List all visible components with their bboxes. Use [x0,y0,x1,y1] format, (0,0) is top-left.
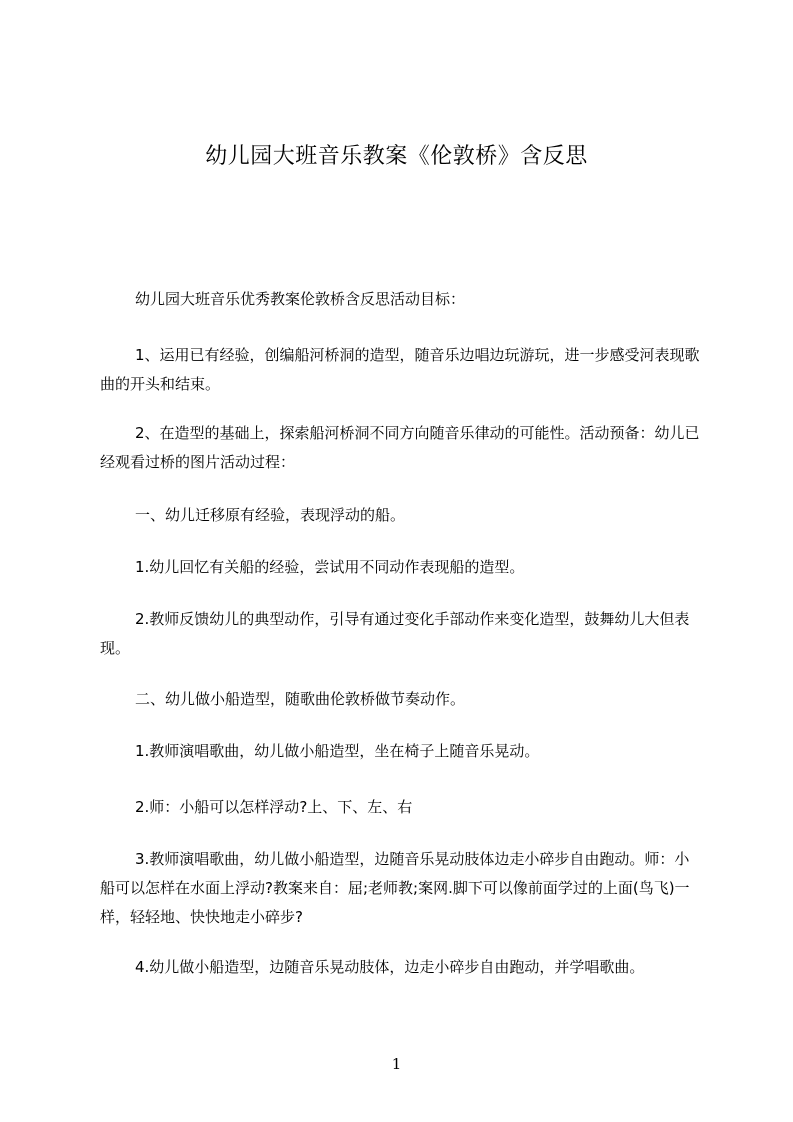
paragraph-step-2-3: 3.教师演唱歌曲，幼儿做小船造型，边随音乐晃动肢体边走小碎步自由跑动。师：小船可以怎样在水面上浮动?教案来自：屈;老师教;案网.脚下可以像前面学过的上面(鸟飞)一样，轻轻地、快快地走小碎步? [100,850,690,926]
page-number: 1 [391,1055,402,1073]
paragraph-objective-2: 2、在造型的基础上，探索船河桥洞不同方向随音乐律动的可能性。活动预备：幼儿已经观看过桥的图片活动过程： [100,424,700,471]
paragraph-step-2-2: 2.师：小船可以怎样浮动?上、下、左、右 [135,798,413,816]
paragraph-step-1-1: 1.幼儿回忆有关船的经验，尝试用不同动作表现船的造型。 [135,558,525,576]
paragraph-objectives-heading: 幼儿园大班音乐优秀教案伦敦桥含反思活动目标： [135,290,466,308]
paragraph-section-1-heading: 一、幼儿迁移原有经验，表现浮动的船。 [135,506,406,524]
paragraph-step-2-4: 4.幼儿做小船造型，边随音乐晃动肢体，边走小碎步自由跑动，并学唱歌曲。 [135,958,645,976]
paragraph-section-2-heading: 二、幼儿做小船造型，随歌曲伦敦桥做节奏动作。 [135,690,466,708]
paragraph-objective-1: 1、运用已有经验，创编船河桥洞的造型，随音乐边唱边玩游玩，进一步感受河表现歌曲的开头和结束。 [100,346,700,393]
paragraph-step-1-2: 2.教师反馈幼儿的典型动作，引导有通过变化手部动作来变化造型，鼓舞幼儿大但表现。 [100,610,690,657]
paragraph-step-2-1: 1.教师演唱歌曲，幼儿做小船造型，坐在椅子上随音乐晃动。 [135,742,540,760]
document-title: 幼儿园大班音乐教案《伦敦桥》含反思 [205,144,588,169]
